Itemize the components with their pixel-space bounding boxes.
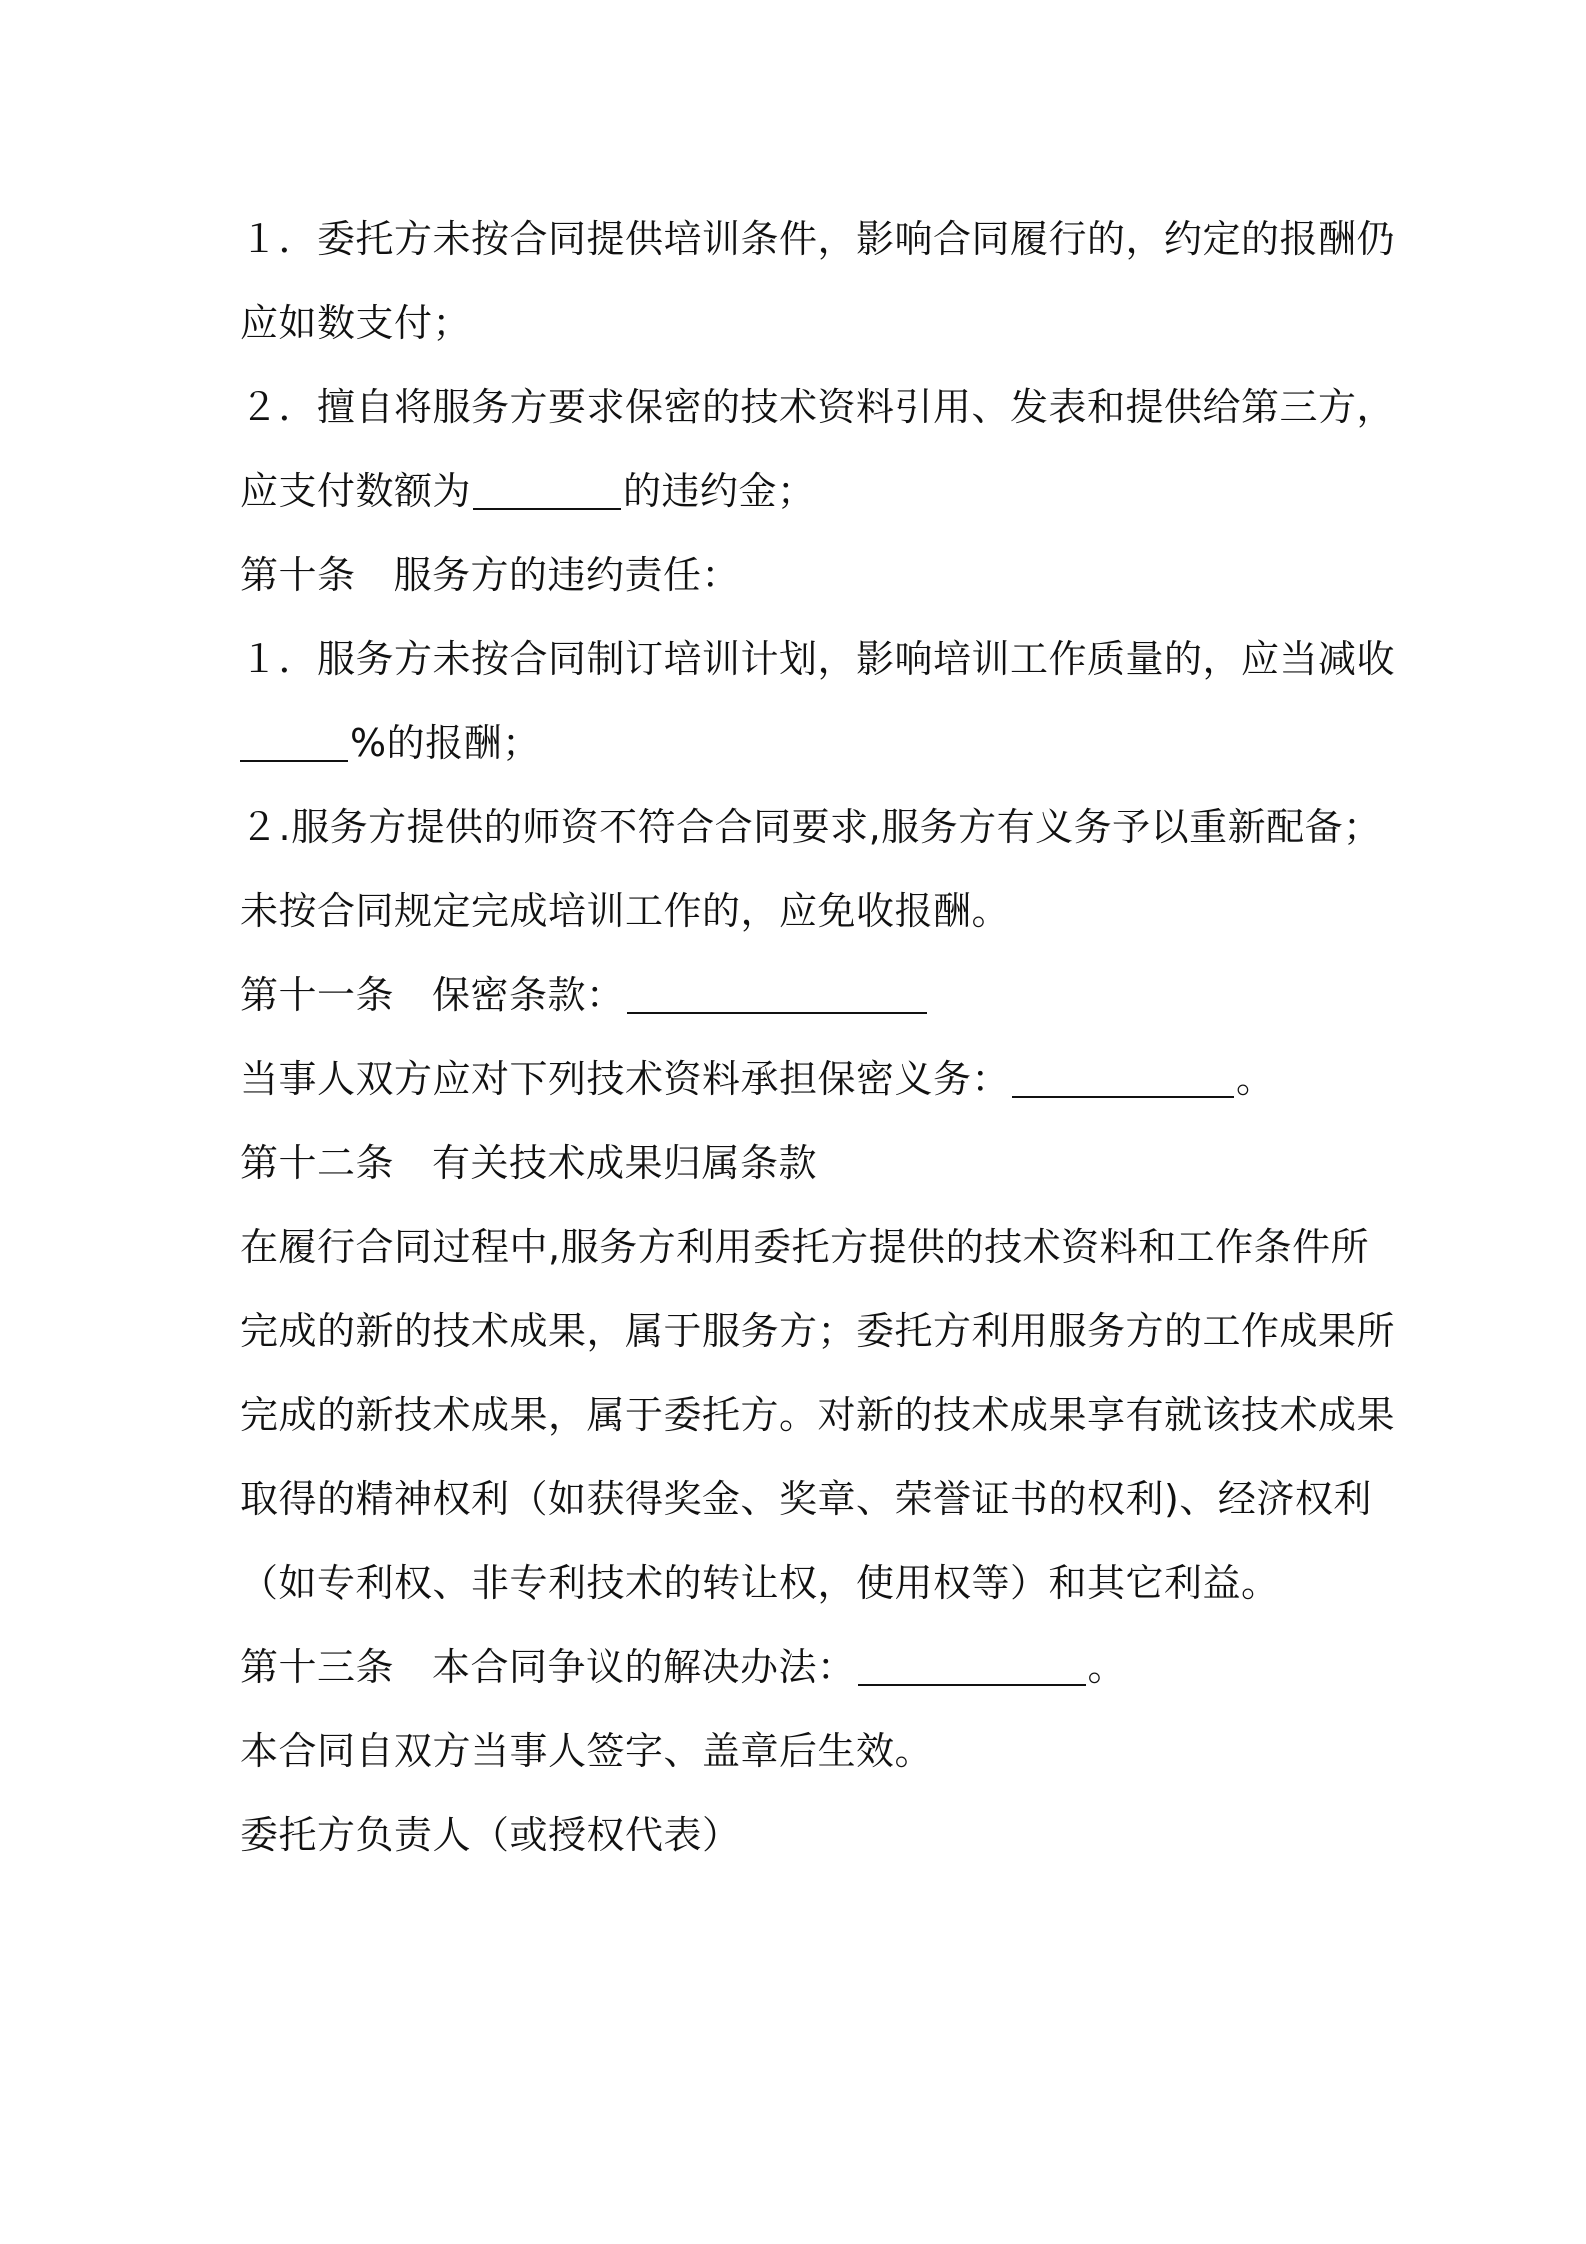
- clause-11-heading: [240, 953, 1360, 1037]
- clause-10-heading: [240, 533, 1360, 617]
- clause-12-body-line-3: 完成的新技术成果，属于委托方。对新的技术成果享有就该技术成果: [240, 1393, 1396, 1437]
- dispute-resolution-blank: [858, 1644, 1086, 1686]
- dispute-resolution-period: 。: [1087, 1645, 1127, 1689]
- penalty-amount-blank: [473, 468, 621, 510]
- contract-text: [240, 197, 1396, 1877]
- clause-10-item-2-line-2: 未按合同规定完成培训工作的，应免收报酬。: [240, 889, 1011, 933]
- penalty-amount-suffix: 的违约金；: [623, 469, 816, 513]
- clause-12-title: 有关技术成果归属条款: [432, 1141, 818, 1185]
- clause-12-heading: [240, 1121, 1360, 1205]
- confidentiality-period: 。: [1236, 1057, 1275, 1101]
- clause-13-number: 第十三条: [240, 1645, 395, 1689]
- confidentiality-obligation-text: 当事人双方应对下列技术资料承担保密义务：: [240, 1057, 1011, 1101]
- clause-9-item-1-line-1: １．委托方未按合同提供培训条件，影响合同履行的，约定的报酬仍: [240, 217, 1396, 261]
- confidential-materials-blank: [1012, 1056, 1234, 1098]
- clause-10-item-1-line-2: [240, 701, 1360, 785]
- clause-12-body-line-2: 完成的新的技术成果，属于服务方；委托方利用服务方的工作成果所: [240, 1309, 1396, 1353]
- clause-11-body: [240, 1037, 1360, 1121]
- confidentiality-terms-blank: [627, 972, 927, 1014]
- fee-reduction-percent-blank: [240, 720, 348, 762]
- clause-13-title: 本合同争议的解决办法：: [432, 1645, 856, 1689]
- penalty-amount-label: 应支付数额为: [240, 469, 472, 513]
- clause-9-item-2-line-1: ２．擅自将服务方要求保密的技术资料引用、发表和提供给第三方，: [240, 385, 1396, 429]
- clause-11-title: 保密条款：: [432, 973, 625, 1017]
- clause-12-body-line-5: （如专利权、非专利技术的转让权，使用权等）和其它利益。: [240, 1561, 1280, 1605]
- client-representative-label: 委托方负责人（或授权代表）: [240, 1813, 741, 1857]
- clause-12-body-line-4: 取得的精神权利（如获得奖金、奖章、荣誉证书的权利)、经济权利: [240, 1477, 1372, 1521]
- clause-10-number: 第十条: [240, 553, 356, 597]
- clause-9-item-1-line-2: 应如数支付；: [240, 301, 472, 345]
- clause-11-number: 第十一条: [240, 973, 395, 1017]
- fee-reduction-suffix: %的报酬；: [350, 721, 541, 765]
- effectiveness-clause: 本合同自双方当事人签字、盖章后生效。: [240, 1729, 934, 1773]
- clause-12-number: 第十二条: [240, 1141, 395, 1185]
- clause-13-heading: [240, 1625, 1360, 1709]
- clause-10-item-2-line-1: ２.服务方提供的师资不符合合同要求,服务方有义务予以重新配备；: [240, 805, 1382, 849]
- clause-12-body-line-1: 在履行合同过程中,服务方利用委托方提供的技术资料和工作条件所: [240, 1225, 1370, 1269]
- clause-10-title: 服务方的违约责任：: [393, 553, 741, 597]
- clause-10-item-1-line-1: １．服务方未按合同制订培训计划，影响培训工作质量的，应当减收: [240, 637, 1396, 681]
- clause-9-item-2-line-2: [240, 449, 1360, 533]
